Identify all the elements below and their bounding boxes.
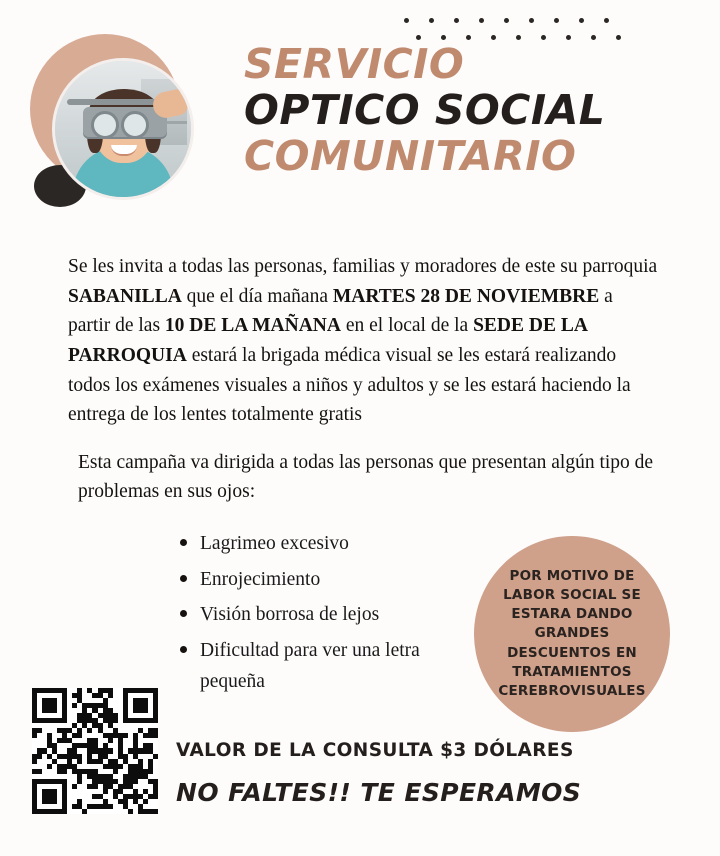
invitation-date: MARTES 28 DE NOVIEMBRE bbox=[332, 285, 600, 307]
consultation-price: VALOR DE LA CONSULTA $3 DÓLARES bbox=[176, 740, 574, 761]
title-line-2: OPTICO SOCIAL bbox=[244, 86, 606, 135]
symptom-item: Dificultad para ver una letra pequeña bbox=[178, 635, 478, 698]
invitation-paragraph bbox=[68, 252, 658, 430]
invitation-place: SEDE DE LA PARROQUIA bbox=[68, 315, 587, 366]
campaign-paragraph: Esta campaña va dirigida a todas las personas que presentan algún tipo de problemas en sus ojos: bbox=[78, 452, 654, 503]
invitation-part-3: a partir de las bbox=[68, 285, 613, 337]
call-to-action: NO FALTES!! TE ESPERAMOS bbox=[176, 778, 582, 807]
invitation-parish: SABANILLA bbox=[68, 285, 182, 307]
invitation-time: 10 DE LA MAÑANA bbox=[164, 315, 341, 337]
invitation-part-2: que el día mañana bbox=[181, 285, 333, 307]
discount-note-circle bbox=[474, 536, 670, 732]
optometrist-photo bbox=[52, 58, 194, 200]
symptom-item: Visión borrosa de lejos bbox=[178, 599, 478, 631]
symptoms-list bbox=[178, 528, 478, 702]
phoropter-lens-left bbox=[91, 111, 119, 139]
qr-code[interactable] bbox=[32, 688, 158, 814]
invitation-part-4: en el local de la bbox=[340, 315, 474, 337]
discount-note-text: POR MOTIVO DE LABOR SOCIAL SE ESTARA DANDO GRANDES DESCUENTOS EN TRATAMIENTOS CEREBROVISUALES bbox=[498, 567, 646, 699]
phoropter-lens-right bbox=[121, 111, 149, 139]
symptom-item: Enrojecimiento bbox=[178, 564, 478, 596]
symptom-item: Lagrimeo excesivo bbox=[178, 528, 478, 560]
title-line-3: COMUNITARIO bbox=[244, 132, 577, 181]
qr-code-grid bbox=[32, 688, 158, 814]
poster-title bbox=[244, 40, 704, 181]
title-line-1: SERVICIO bbox=[244, 40, 465, 88]
invitation-part-1: Se les invita a todas las personas, familias y moradores de este su parroquia bbox=[68, 256, 658, 277]
invitation-part-5: estará la brigada médica visual se les estará realizando todos los exámenes visuales a niños y adultos y se les estará haciendo la entrega de los lentes totalmente gratis bbox=[68, 344, 631, 426]
